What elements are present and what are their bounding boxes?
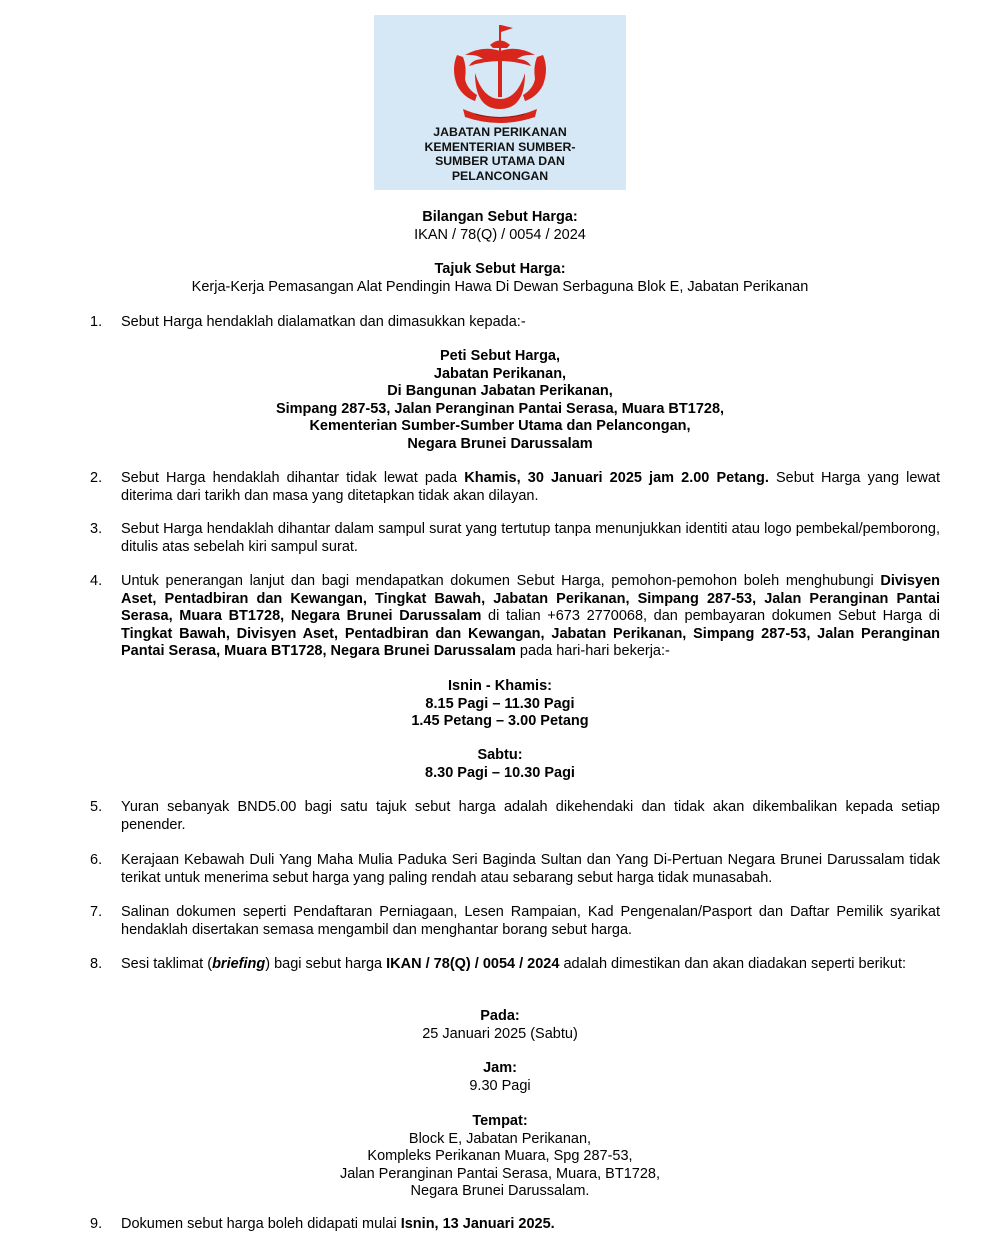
clause-7 — [90, 904, 940, 939]
clause-text — [121, 470, 940, 505]
logo-line: JABATAN PERIKANAN — [433, 125, 567, 139]
deadline-text: Khamis, 30 Januari 2025 jam 2.00 Petang. — [464, 470, 769, 486]
clause-text-part: Sesi taklimat ( — [121, 956, 213, 972]
briefing-place — [60, 1113, 940, 1201]
clause-text: Sebut Harga hendaklah dialamatkan dan dimasukkan kepada:- — [121, 314, 526, 330]
submission-address — [60, 348, 940, 453]
clause-text-part: ) bagi sebut harga — [265, 956, 387, 972]
briefing-place-line: Jalan Peranginan Pantai Serasa, Muara, BT1728, — [339, 1165, 660, 1182]
clause-text-part: Sebut Harga hendaklah dihantar tidak lewat pada — [121, 470, 465, 486]
clause-number: 7. — [90, 904, 103, 920]
hours-label: Sabtu: — [477, 747, 523, 763]
title-label: Tajuk Sebut Harga: — [434, 261, 566, 277]
reference-number-inline: IKAN / 78(Q) / 0054 / 2024 — [386, 956, 560, 972]
title-value: Kerja-Kerja Pemasangan Alat Pendingin Hawa Di Dewan Serbaguna Blok E, Jabatan Perikanan — [191, 278, 809, 295]
contact-division: Divisyen Aset, Pentadbiran dan Kewangan, Tingkat Bawah, Jabatan Perikanan, Simpang 287-53, Jalan Peranginan Pantai Serasa, Muara BT1728, Negara Brunei Darussalam — [121, 573, 940, 624]
clause-text: Yuran sebanyak BND5.00 bagi satu tajuk sebut harga adalah dikehendaki dan tidak akan dikembalikan kepada setiap penender. — [121, 799, 940, 833]
address-line: Peti Sebut Harga, — [439, 348, 561, 364]
clause-text: Kerajaan Kebawah Duli Yang Maha Mulia Paduka Seri Baginda Sultan dan Yang Di-Pertuan Negara Brunei Darussalam tidak terikat untuk menerima sebut harga yang paling rendah atau sebarang sebut harga tidak munasabah. — [121, 852, 940, 886]
clause-number: 8. — [90, 956, 103, 972]
clause-text — [121, 956, 940, 974]
clause-number: 3. — [90, 521, 103, 537]
clause-text-part: Sebut Harga yang lewat diterima dari tarikh dan masa yang ditetapkan tidak akan dilayan. — [121, 470, 940, 504]
reference-label: Bilangan Sebut Harga: — [422, 209, 578, 225]
department-logo — [374, 15, 626, 190]
briefing-place-line: Negara Brunei Darussalam. — [410, 1183, 590, 1199]
hours-line: 8.15 Pagi – 11.30 Pagi — [425, 695, 575, 712]
clause-text-part: pada hari-hari bekerja:- — [515, 643, 670, 659]
reference-number: IKAN / 78(Q) / 0054 / 2024 — [414, 226, 586, 243]
logo-line: PELANCONGAN — [451, 168, 549, 183]
address-line: Kementerian Sumber-Sumber Utama dan Pelancongan, — [309, 418, 691, 434]
clause-8 — [90, 956, 940, 974]
logo-caption — [374, 125, 626, 183]
payment-location: Tingkat Bawah, Divisyen Aset, Pentadbiran dan Kewangan, Jabatan Perikanan, Simpang 287-53, Jalan Peranginan Pantai Serasa, Muara BT1728, Negara Brunei Darussalam — [121, 625, 940, 659]
clause-text-part: Dokumen sebut harga boleh didapati mulai — [121, 1216, 401, 1232]
clause-2 — [90, 470, 940, 505]
clause-3 — [90, 521, 940, 556]
clause-text: Salinan dokumen seperti Pendaftaran Perniagaan, Lesen Rampaian, Kad Pengenalan/Pasport dan Daftar Pemilik syarikat hendaklah disertakan semasa mengambil dan menghantar borang sebut harga. — [121, 904, 940, 938]
hours-line: 1.45 Petang – 3.00 Petang — [411, 713, 589, 729]
clause-number: 6. — [90, 852, 103, 868]
briefing-term: briefing — [212, 956, 266, 972]
availability-date: Isnin, 13 Januari 2025. — [400, 1216, 555, 1232]
clause-number: 5. — [90, 799, 103, 815]
office-hours-saturday — [60, 747, 940, 782]
clause-number: 2. — [90, 470, 103, 486]
clause-number: 9. — [90, 1216, 103, 1232]
clause-5 — [90, 799, 940, 834]
clause-text-part: adalah dimestikan dan akan diadakan seperti berikut: — [559, 956, 907, 972]
logo-line: KEMENTERIAN SUMBER- — [424, 139, 576, 154]
clause-text-part: di talian +673 2770068, dan pembayaran dokumen Sebut Harga di — [481, 608, 940, 624]
briefing-place-line: Block E, Jabatan Perikanan, — [408, 1130, 592, 1147]
briefing-date — [60, 1008, 940, 1043]
clause-4 — [90, 573, 940, 661]
clause-number: 4. — [90, 573, 103, 589]
address-line: Jabatan Perikanan, — [433, 365, 567, 382]
briefing-time — [60, 1060, 940, 1095]
address-line: Di Bangunan Jabatan Perikanan, — [387, 383, 613, 399]
clause-number: 1. — [90, 314, 103, 330]
address-line: Negara Brunei Darussalam — [407, 435, 593, 452]
briefing-date-value: 25 Januari 2025 (Sabtu) — [422, 1025, 578, 1042]
clause-text — [121, 1216, 940, 1234]
hours-label: Isnin - Khamis: — [448, 678, 552, 694]
title-block — [60, 261, 940, 296]
clause-text — [121, 573, 940, 661]
clause-text: Sebut Harga hendaklah dihantar dalam sampul surat yang tertutup tanpa menunjukkan identiti atau logo pembekal/pemborong, ditulis atas sebelah kiri sampul surat. — [121, 521, 940, 555]
clause-text-part: Untuk penerangan lanjut dan bagi mendapatkan dokumen Sebut Harga, pemohon-pemohon boleh menghubungi — [121, 573, 881, 589]
hours-line: 8.30 Pagi – 10.30 Pagi — [425, 764, 575, 781]
clause-1 — [90, 314, 940, 332]
clause-6 — [90, 852, 940, 887]
briefing-date-label: Pada: — [480, 1008, 520, 1024]
clause-9 — [90, 1216, 940, 1234]
briefing-time-value: 9.30 Pagi — [469, 1077, 531, 1094]
reference-block — [60, 209, 940, 244]
address-line: Simpang 287-53, Jalan Peranginan Pantai Serasa, Muara BT1728, — [275, 400, 725, 417]
briefing-place-label: Tempat: — [472, 1113, 528, 1129]
briefing-time-label: Jam: — [483, 1060, 517, 1076]
office-hours-weekday — [60, 678, 940, 731]
brunei-crest-icon — [445, 21, 555, 125]
briefing-place-line: Kompleks Perikanan Muara, Spg 287-53, — [367, 1148, 633, 1164]
logo-line: SUMBER UTAMA DAN — [435, 154, 565, 168]
